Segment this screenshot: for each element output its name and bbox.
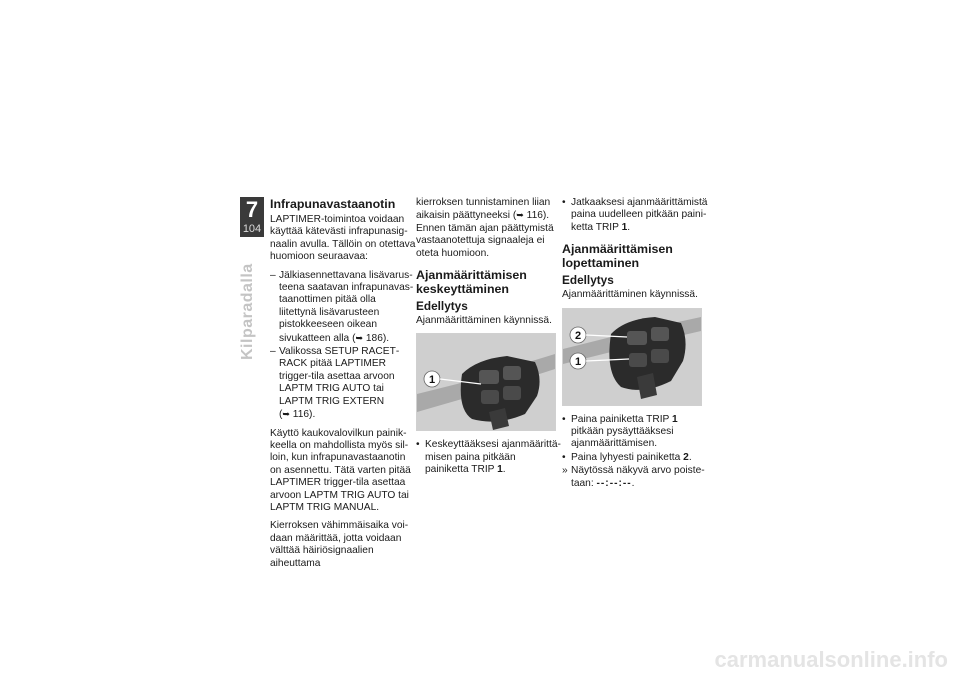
- list-item: • Jatkaaksesi ajanmäärittämistä paina uudelleen pitkään painiketta TRIP 1.: [562, 197, 708, 234]
- display-value: --:--:--: [596, 477, 632, 489]
- column-3: [562, 197, 708, 496]
- steps-list: [562, 197, 708, 234]
- steps-list: [562, 414, 708, 465]
- heading-end-timing: Ajanmäärittämisen lopettaminen: [562, 242, 673, 271]
- heading-infrared-receiver: Infrapunavastaanotin: [270, 197, 396, 211]
- requirements-list: [270, 270, 416, 422]
- chapter-side-title: Kilparadalla: [239, 263, 256, 360]
- condition-text: Ajanmäärittäminen käynnissä.: [562, 289, 698, 301]
- steps-list: [416, 439, 562, 476]
- paragraph-continued: kierroksen tunnistaminen liian aikaisin päättyneeksi (➥ 116). Ennen tämän ajan päättymistä vastaanotettuja signaaleja ei oteta huomioon.: [416, 197, 554, 259]
- arrow-icon: ➥: [282, 409, 290, 420]
- subheading-condition: Edellytys: [416, 299, 468, 314]
- page-reference[interactable]: (➥ 116).: [512, 210, 550, 222]
- paragraph: Kierroksen vähimmäisaika voidaan määrittää, jotta voidaan välttää häiriösignaalien aiheuttama: [270, 520, 409, 569]
- watermark: carmanualsonline.info: [714, 647, 948, 672]
- list-item: • Keskeyttääksesi ajanmäärittämisen paina pitkään painiketta TRIP 1.: [416, 439, 562, 476]
- page-reference[interactable]: (➥ 186).: [352, 332, 390, 344]
- heading-interrupt-timing: Ajanmäärittämisen keskeyttäminen: [416, 268, 527, 297]
- list-item: – Jälkiasennettavana lisävarusteena saatavan infrapunavastaanottimen pitää olla liitettynä lisävarusteen pistokkeeseen oikean sivukatteen alla (➥ 186).: [270, 270, 416, 345]
- chapter-number: 7: [245, 197, 259, 222]
- intro-paragraph: LAPTIMER-toimintoa voidaan käyttää kätevästi infrapunasignaalin avulla. Tällöin on otettava huomioon seuraavaa:: [270, 214, 416, 263]
- page-reference[interactable]: (➥ 116).: [279, 409, 316, 421]
- condition-text: Ajanmäärittäminen käynnissä.: [416, 315, 552, 327]
- column-1: [270, 197, 416, 576]
- list-item: » Näytössä näkyvä arvo poistetaan: --:--:--.: [562, 465, 708, 490]
- result-list: [562, 465, 708, 490]
- list-item: • Paina lyhyesti painiketta 2.: [562, 452, 708, 464]
- chapter-badge: [240, 197, 264, 237]
- list-item: • Paina painiketta TRIP 1 pitkään pysäyttääksesi ajanmäärittämisen.: [562, 414, 708, 451]
- handlebar-switch-figure: [416, 333, 556, 431]
- paragraph: Käyttö kaukovalovilkun painikkeella on mahdollista myös silloin, kun infrapunavastaanotin on asennettu. Tätä varten pitää LAPTIMER trigger-tila asettaa arvoon LAPTM TRIG AUTO tai LAPTM TRIG MANUAL.: [270, 427, 411, 513]
- callout-2: 2: [574, 329, 582, 342]
- arrow-icon: ➥: [516, 210, 524, 221]
- callout-1: 1: [574, 355, 582, 368]
- callout-1: 1: [428, 374, 436, 387]
- arrow-icon: ➥: [355, 332, 364, 343]
- list-item: – Valikossa SETUP RACETRACK pitää LAPTIMER trigger-tila asettaa arvoon LAPTM TRIG AUTO tai LAPTM TRIG EXTERN (➥ 116).: [270, 346, 416, 421]
- subheading-condition: Edellytys: [562, 273, 614, 288]
- handlebar-switch-figure: [562, 308, 702, 406]
- column-2: [416, 197, 562, 483]
- page-number: 104: [242, 223, 262, 235]
